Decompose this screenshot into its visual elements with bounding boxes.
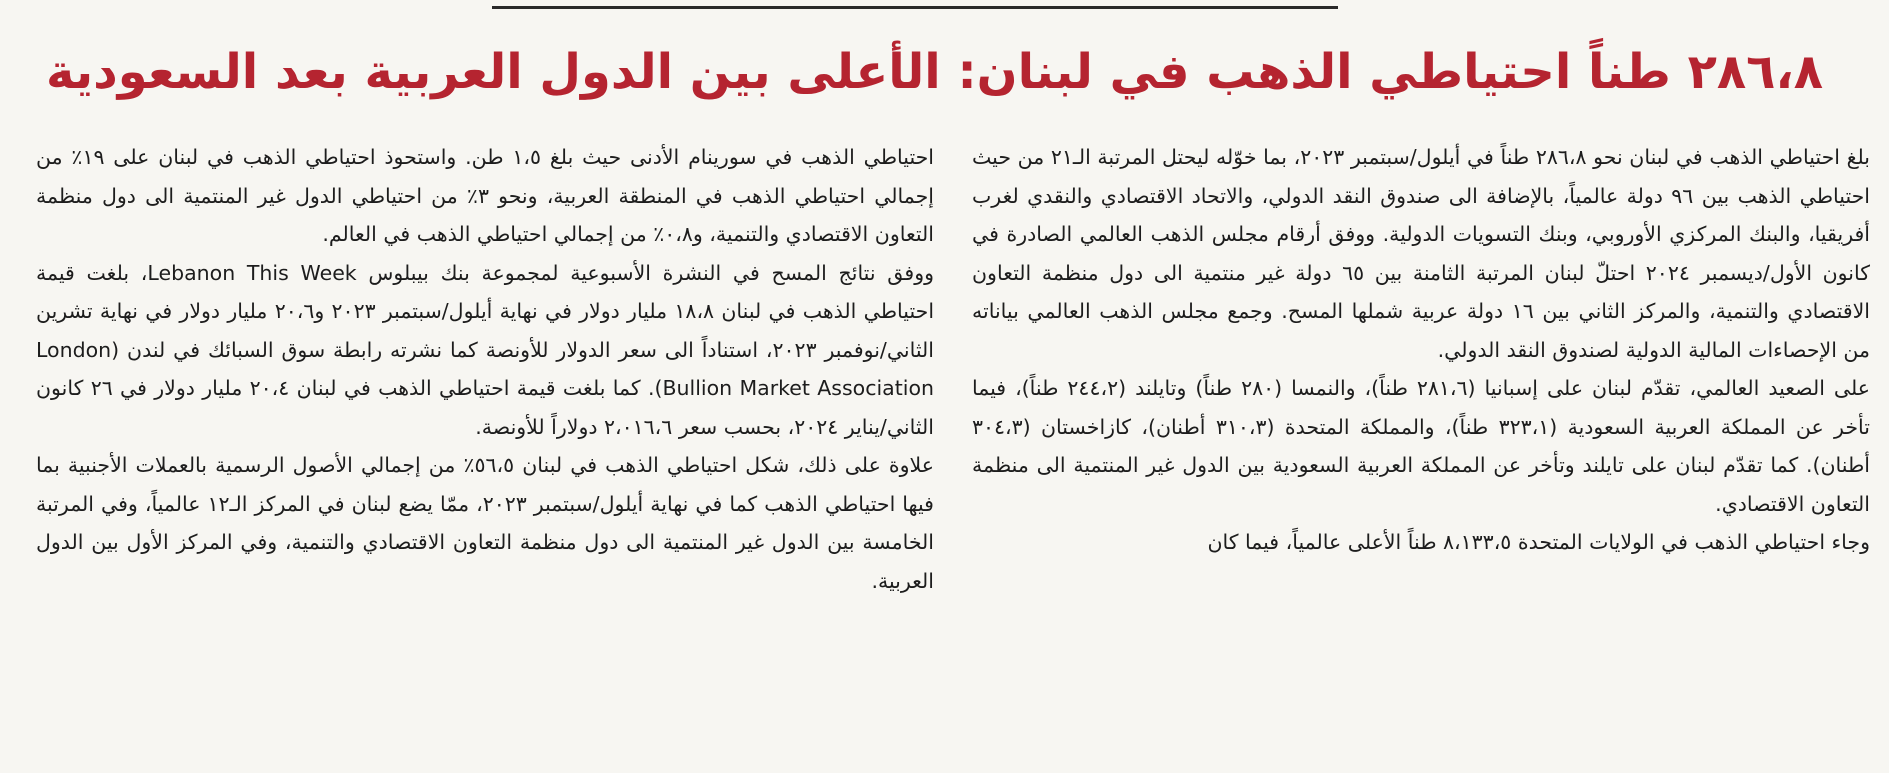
right-column	[972, 138, 1876, 738]
left-paragraph-2: ووفق نتائج المسح في النشرة الأسبوعية لمجموعة بنك بيبلوس Lebanon This Week، بلغت قيمة احتياطي الذهب في لبنان ١٨،٨ مليار دولار في نهاية أيلول/سبتمبر ٢٠٢٣ و٢٠،٦ مليار دولار في نهاية تشرين الثاني/نوفمبر ٢٠٢٣، استناداً الى سعر الدولار للأونصة كما نشرته رابطة سوق السبائك في لندن (London Bullion Market Association). كما بلغت قيمة احتياطي الذهب في لبنان ٢٠،٤ مليار دولار في ٢٦ كانون الثاني/يناير ٢٠٢٤، بحسب سعر ٢،٠١٦،٦ دولاراً للأونصة.	[36, 260, 935, 439]
top-rule	[492, 6, 1338, 9]
article-body	[36, 138, 1876, 738]
right-paragraph-1: بلغ احتياطي الذهب في لبنان نحو ٢٨٦،٨ طناً في أيلول/سبتمبر ٢٠٢٣، بما خوّله ليحتل المرتبة الـ٢١ من حيث احتياطي الذهب بين ٩٦ دولة عالمياً، بالإضافة الى صندوق النقد الدولي، والاتحاد الاقتصادي والنقدي لغرب أفريقيا، والبنك المركزي الأوروبي، وبنك التسويات الدولية. ووفق أرقام مجلس الذهب العالمي الصادرة في كانون الأول/ديسمبر ٢٠٢٤ احتلّ لبنان المرتبة الثامنة بين ٦٥ دولة غير منتمية الى دول منظمة التعاون الاقتصادي والتنمية، والمركز الثاني بين ١٦ دولة عربية شملها المسح. وجمع مجلس الذهب العالمي بياناته من الإحصاءات المالية الدولية لصندوق النقد الدولي.	[972, 145, 1871, 362]
right-paragraph-3: وجاء احتياطي الذهب في الولايات المتحدة ٨،١٣٣،٥ طناً الأعلى عالمياً، فيما كان	[1207, 530, 1870, 554]
right-paragraph-2: على الصعيد العالمي، تقدّم لبنان على إسبانيا (٢٨١،٦ طناً)، والنمسا (٢٨٠ طناً) وتايلند (٢٤٤،٢ طناً)، فيما تأخر عن المملكة العربية السعودية (٣٢٣،١ طناً)، والمملكة المتحدة (٣١٠،٣ أطنان)، كازاخستان (٣٠٤،٣ أطنان). كما تقدّم لبنان على تايلند وتأخر عن المملكة العربية السعودية بين الدول غير المنتمية الى منظمة التعاون الاقتصادي.	[972, 376, 1870, 516]
left-column	[36, 138, 934, 738]
left-paragraph-1: احتياطي الذهب في سورينام الأدنى حيث بلغ ١،٥ طن. واستحوذ احتياطي الذهب في لبنان على ١٩٪ من إجمالي احتياطي الذهب في المنطقة العربية، ونحو ٣٪ من احتياطي الدول غير المنتمية الى دول منظمة التعاون الاقتصادي والتنمية، و٠،٨٪ من إجمالي احتياطي الذهب في العالم.	[36, 145, 934, 246]
left-paragraph-3: علاوة على ذلك، شكل احتياطي الذهب في لبنان ٥٦،٥٪ من إجمالي الأصول الرسمية بالعملات الأجنبية بما فيها احتياطي الذهب كما في نهاية أيلول/سبتمبر ٢٠٢٣، ممّا يضع لبنان في المركز الـ١٢ عالمياً، وفي المرتبة الخامسة بين الدول غير المنتمية الى دول منظمة التعاون الاقتصادي والتنمية، وفي المركز الأول بين الدول العربية.	[36, 453, 934, 593]
article-headline: ٢٨٦،٨ طناً احتياطي الذهب في لبنان: الأعلى بين الدول العربية بعد السعودية	[45, 44, 1823, 100]
